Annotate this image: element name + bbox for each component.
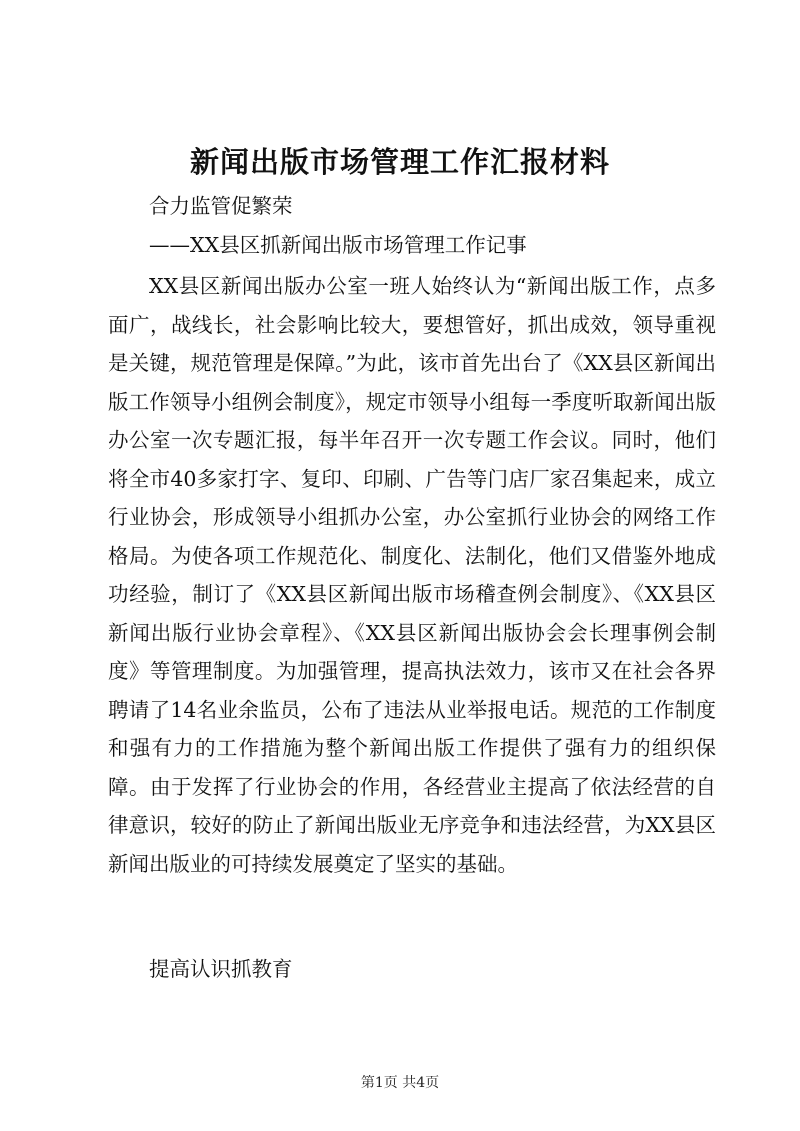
- document-title: 新闻出版市场管理工作汇报材料: [189, 145, 610, 179]
- section-heading-2: 提高认识抓教育: [149, 957, 293, 981]
- section-heading-1: 合力监管促繁荣: [149, 194, 293, 218]
- body-paragraph: XX县区新闻出版办公室一班人始终认为“新闻出版工作，点多面广，战线长，社会影响比较大，要想管好，抓出成效，领导重视是关键，规范管理是保障。”为此，该市首先出台了《XX县区新闻出版工作领导小组例会制度》，规定市领导小组每一季度听取新闻出版办公室一次专题汇报，每半年召开一次专题工作会议。同时，他们将全市40多家打字、复印、印刷、广告等门店厂家召集起来，成立行业协会，形成领导小组抓办公室，办公室抓行业协会的网络工作格局。为使各项工作规范化、制度化、法制化，他们又借鉴外地成功经验，制订了《XX县区新闻出版市场稽查例会制度》、《XX县区新闻出版行业协会章程》、《XX县区新闻出版协会会长理事例会制度》等管理制度。为加强管理，提高执法效力，该市又在社会各界聘请了14名业余监员，公布了违法从业举报电话。规范的工作制度和强有力的工作措施为整个新闻出版工作提供了强有力的组织保障。由于发挥了行业协会的作用，各经营业主提高了依法经营的自律意识，较好的防止了新闻出版业无序竞争和违法经营，为XX县区新闻出版业的可持续发展奠定了坚实的基础。: [108, 274, 716, 876]
- subheading: ——XX县区抓新闻出版市场管理工作记事: [149, 233, 527, 257]
- page-footer: 第1页 共4页: [360, 1075, 440, 1091]
